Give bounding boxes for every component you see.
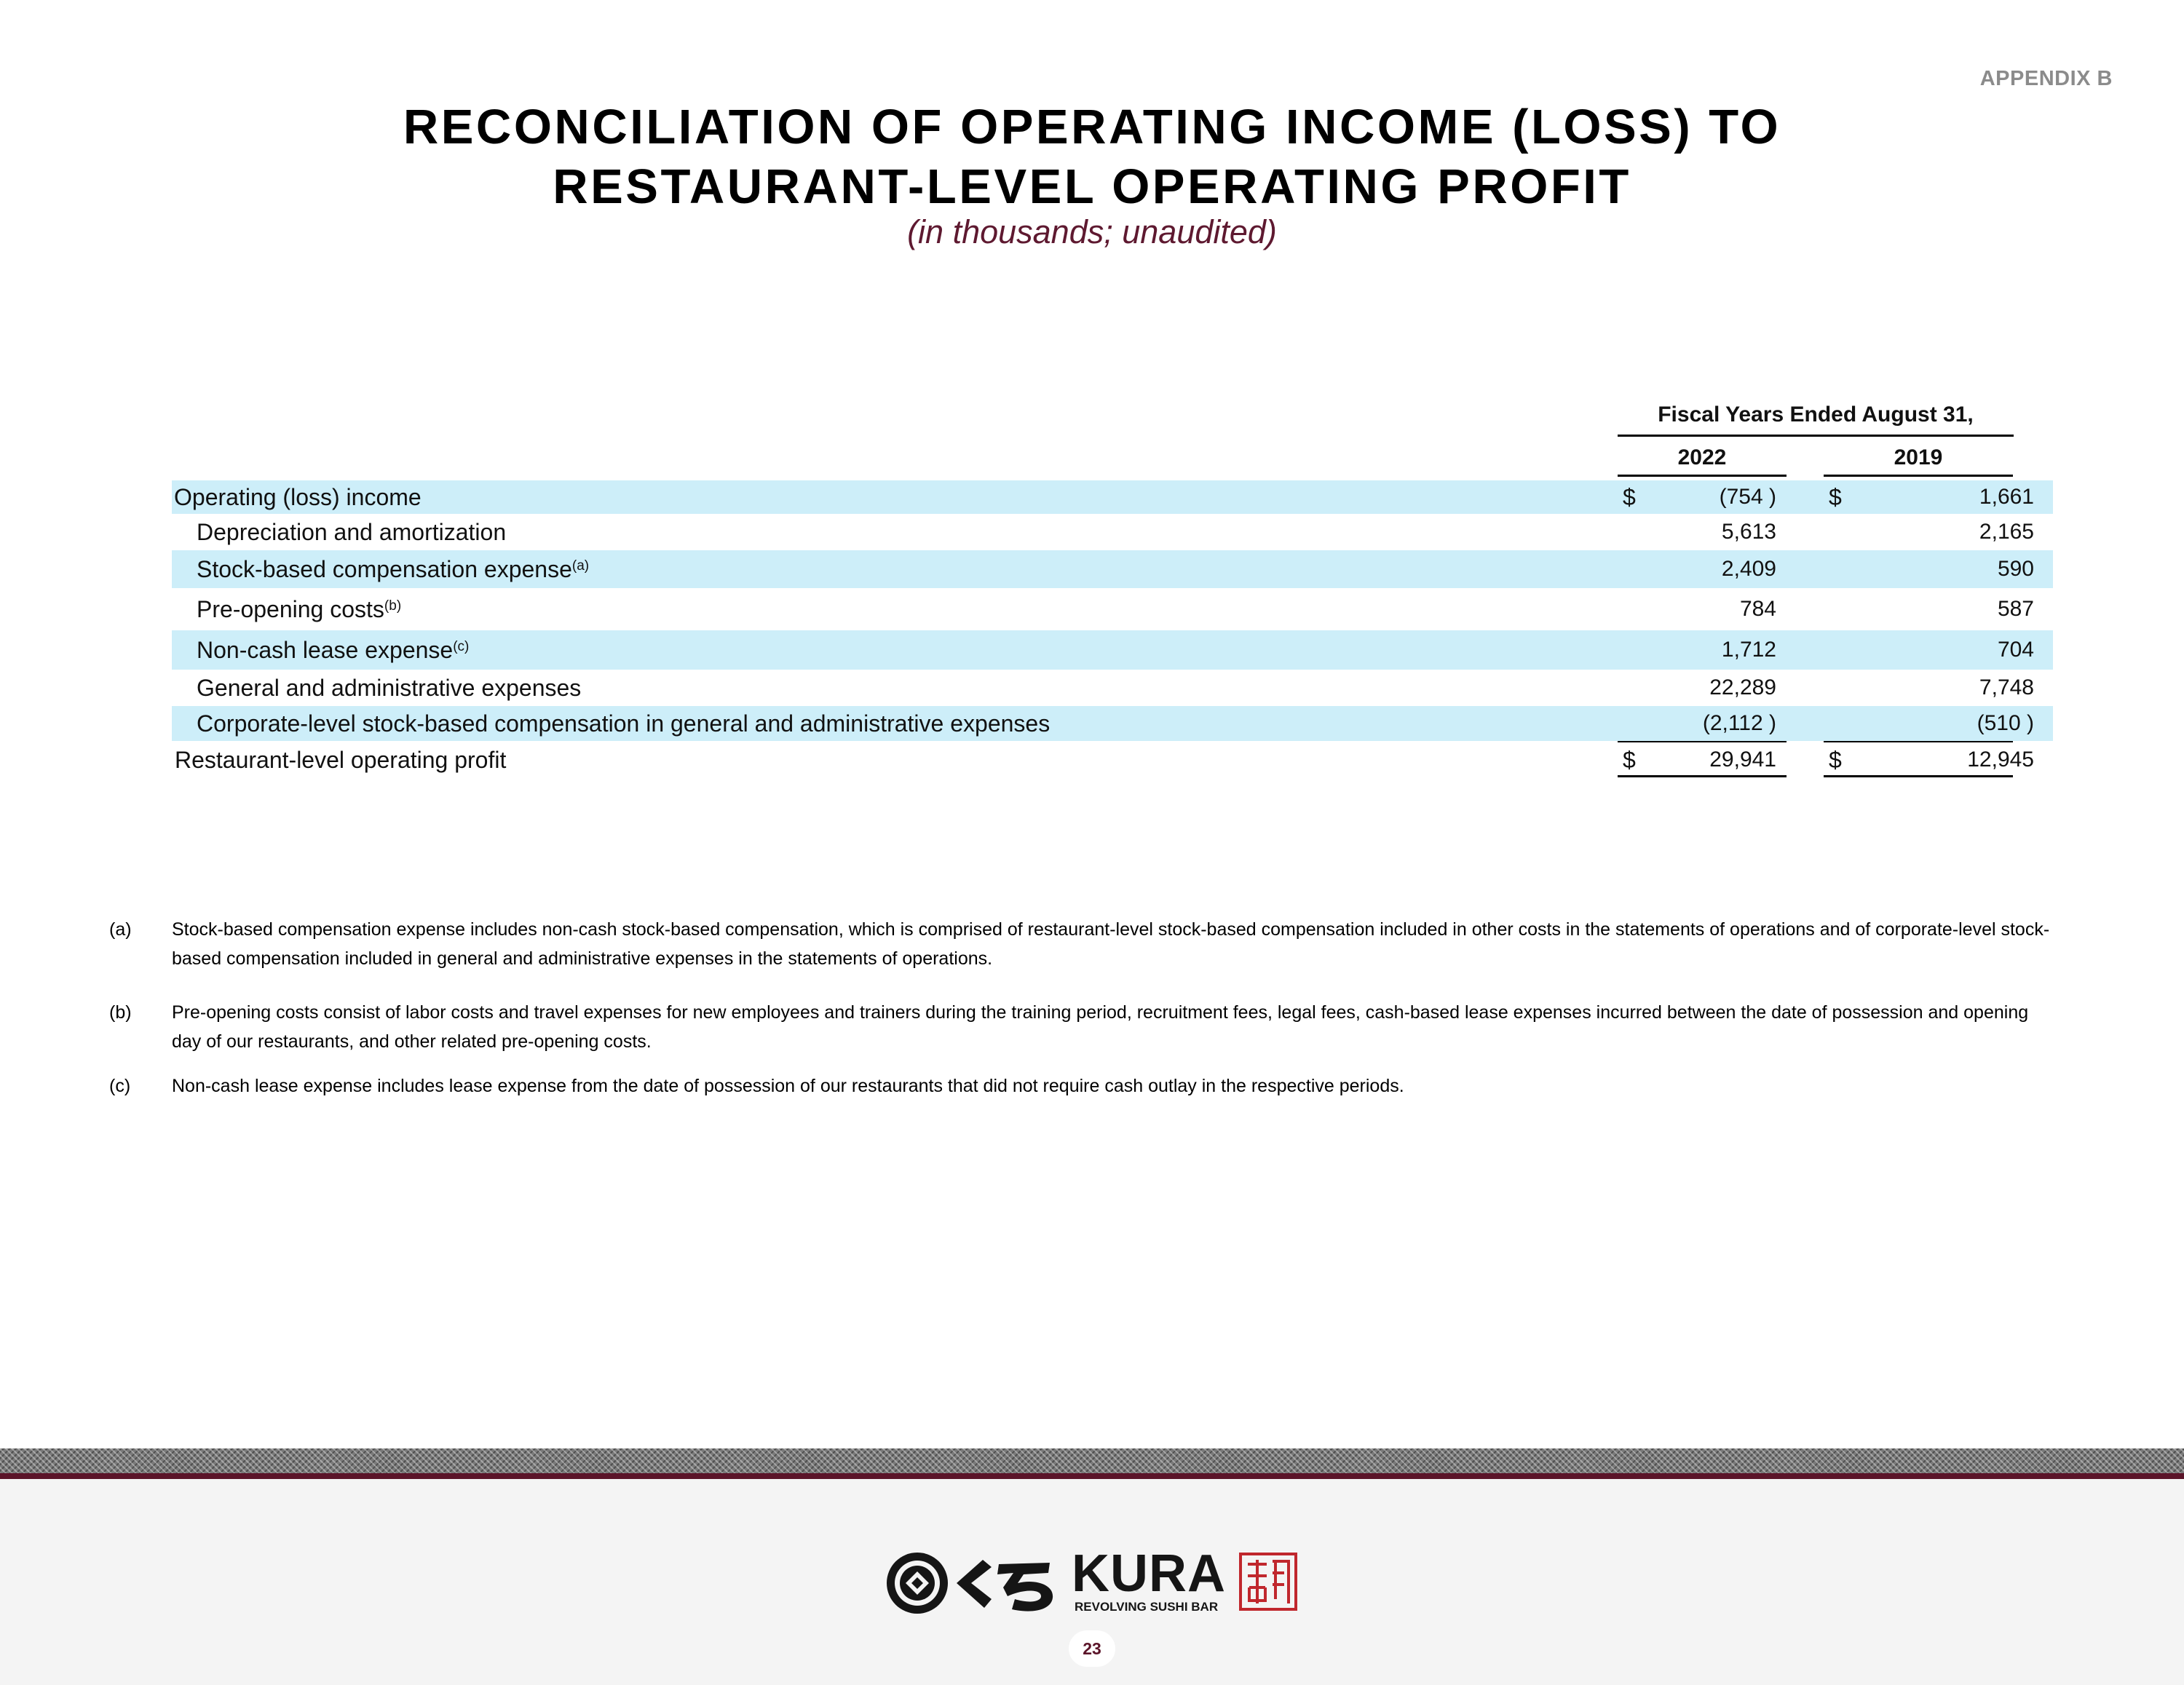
value-2019: 587 xyxy=(1997,597,2034,621)
footnote-text: Non-cash lease expense includes lease expense from the date of possession of our restaurants that did not require cash outlay in the respective periods. xyxy=(172,1076,1404,1096)
value-2022: 22,289 xyxy=(1709,675,1776,699)
value-2022: (2,112 ) xyxy=(1702,711,1776,735)
footnote-b xyxy=(109,998,2060,1056)
table-row xyxy=(172,744,2053,776)
value-2019: 704 xyxy=(1997,638,2034,662)
kura-kana-mark-icon xyxy=(957,1560,1053,1611)
row-label: Corporate-level stock-based compensation in general and administrative expenses xyxy=(197,710,1051,737)
value-2019: 7,748 xyxy=(1979,675,2034,699)
appendix-label: APPENDIX B xyxy=(1979,67,2113,90)
value-2019: (510 ) xyxy=(1977,711,2034,735)
period-header-rule xyxy=(1618,435,2014,437)
page-subtitle: (in thousands; unaudited) xyxy=(907,213,1277,250)
currency-symbol: $ xyxy=(1829,746,1842,773)
period-header: Fiscal Years Ended August 31, xyxy=(1658,403,1974,427)
row-label: Non-cash lease expense $^{(c)}$ xyxy=(197,636,470,663)
table-row xyxy=(172,671,2053,705)
footnote-a xyxy=(109,915,2060,973)
footnote-marker: (a) xyxy=(109,919,132,940)
footnote-text: Pre-opening costs consist of labor costs and travel expenses for new employees and trainers during the training period, recruitment fees, legal fees, cash-based lease expenses incurred between the date of possession and opening day of our restaurants, and other related pre-opening costs. xyxy=(172,1002,2029,1052)
value-2022: 784 xyxy=(1739,597,1776,621)
column-header-2022: 2022 xyxy=(1677,445,1727,469)
row-label: Depreciation and amortization xyxy=(197,518,507,545)
table-row xyxy=(172,590,2053,629)
value-2019: 2,165 xyxy=(1979,520,2034,544)
value-2019: 590 xyxy=(1997,557,2034,581)
value-2022: 29,941 xyxy=(1709,748,1776,772)
brand-wordmark: KURA xyxy=(1072,1545,1226,1603)
footnote-marker: (b) xyxy=(109,1002,132,1023)
table-row xyxy=(172,630,2053,670)
subtotal-rule-2022 xyxy=(1618,741,1787,742)
row-label: Pre-opening costs $^{(b)}$ xyxy=(197,595,402,622)
currency-symbol: $ xyxy=(1623,483,1636,510)
kura-emblem-icon xyxy=(887,1553,948,1614)
footnote-marker: (c) xyxy=(109,1076,131,1096)
column-rule-2019 xyxy=(1824,475,2013,477)
footnote-text: Stock-based compensation expense includes non-cash stock-based compensation, which is comprised of restaurant-level stock-based compensation included in other costs in the statements of operations and of corporate-level stock-based compensation included in general and administrative expenses in the statements of operations. xyxy=(172,919,2050,969)
row-label: Restaurant-level operating profit xyxy=(175,746,507,773)
page-title-line-2: RESTAURANT-LEVEL OPERATING PROFIT xyxy=(553,159,1631,214)
page-number: 23 xyxy=(1069,1630,1115,1667)
column-rule-2022 xyxy=(1618,475,1787,477)
value-2022: 1,712 xyxy=(1721,638,1776,662)
table-row xyxy=(172,706,2053,741)
value-2022: 5,613 xyxy=(1721,520,1776,544)
value-2019: 12,945 xyxy=(1967,748,2034,772)
table-row xyxy=(172,515,2053,549)
kura-kanji-stamp-icon xyxy=(1241,1554,1296,1609)
table-row xyxy=(172,480,2053,514)
table-row xyxy=(172,550,2053,588)
page-title-line-1: RECONCILIATION OF OPERATING INCOME (LOSS) TO xyxy=(403,100,1781,154)
total-rule-2019 xyxy=(1824,775,2013,777)
row-label: Stock-based compensation expense $^{(a)}$ xyxy=(197,555,590,582)
row-label: General and administrative expenses xyxy=(197,674,582,701)
currency-symbol: $ xyxy=(1829,483,1842,510)
column-header-2019: 2019 xyxy=(1894,445,1943,469)
brand-tagline: REVOLVING SUSHI BAR xyxy=(1075,1600,1219,1614)
footnote-c xyxy=(109,1071,2060,1101)
row-label: Operating (loss) income xyxy=(174,483,422,510)
value-2022: (754 ) xyxy=(1719,485,1776,509)
currency-symbol: $ xyxy=(1623,746,1636,773)
footer-accent-bar xyxy=(0,1473,2184,1479)
value-2022: 2,409 xyxy=(1721,557,1776,581)
footer-pattern-band xyxy=(0,1448,2184,1475)
total-rule-2022 xyxy=(1618,775,1787,777)
subtotal-rule-2019 xyxy=(1824,741,2013,742)
value-2019: 1,661 xyxy=(1979,485,2034,509)
